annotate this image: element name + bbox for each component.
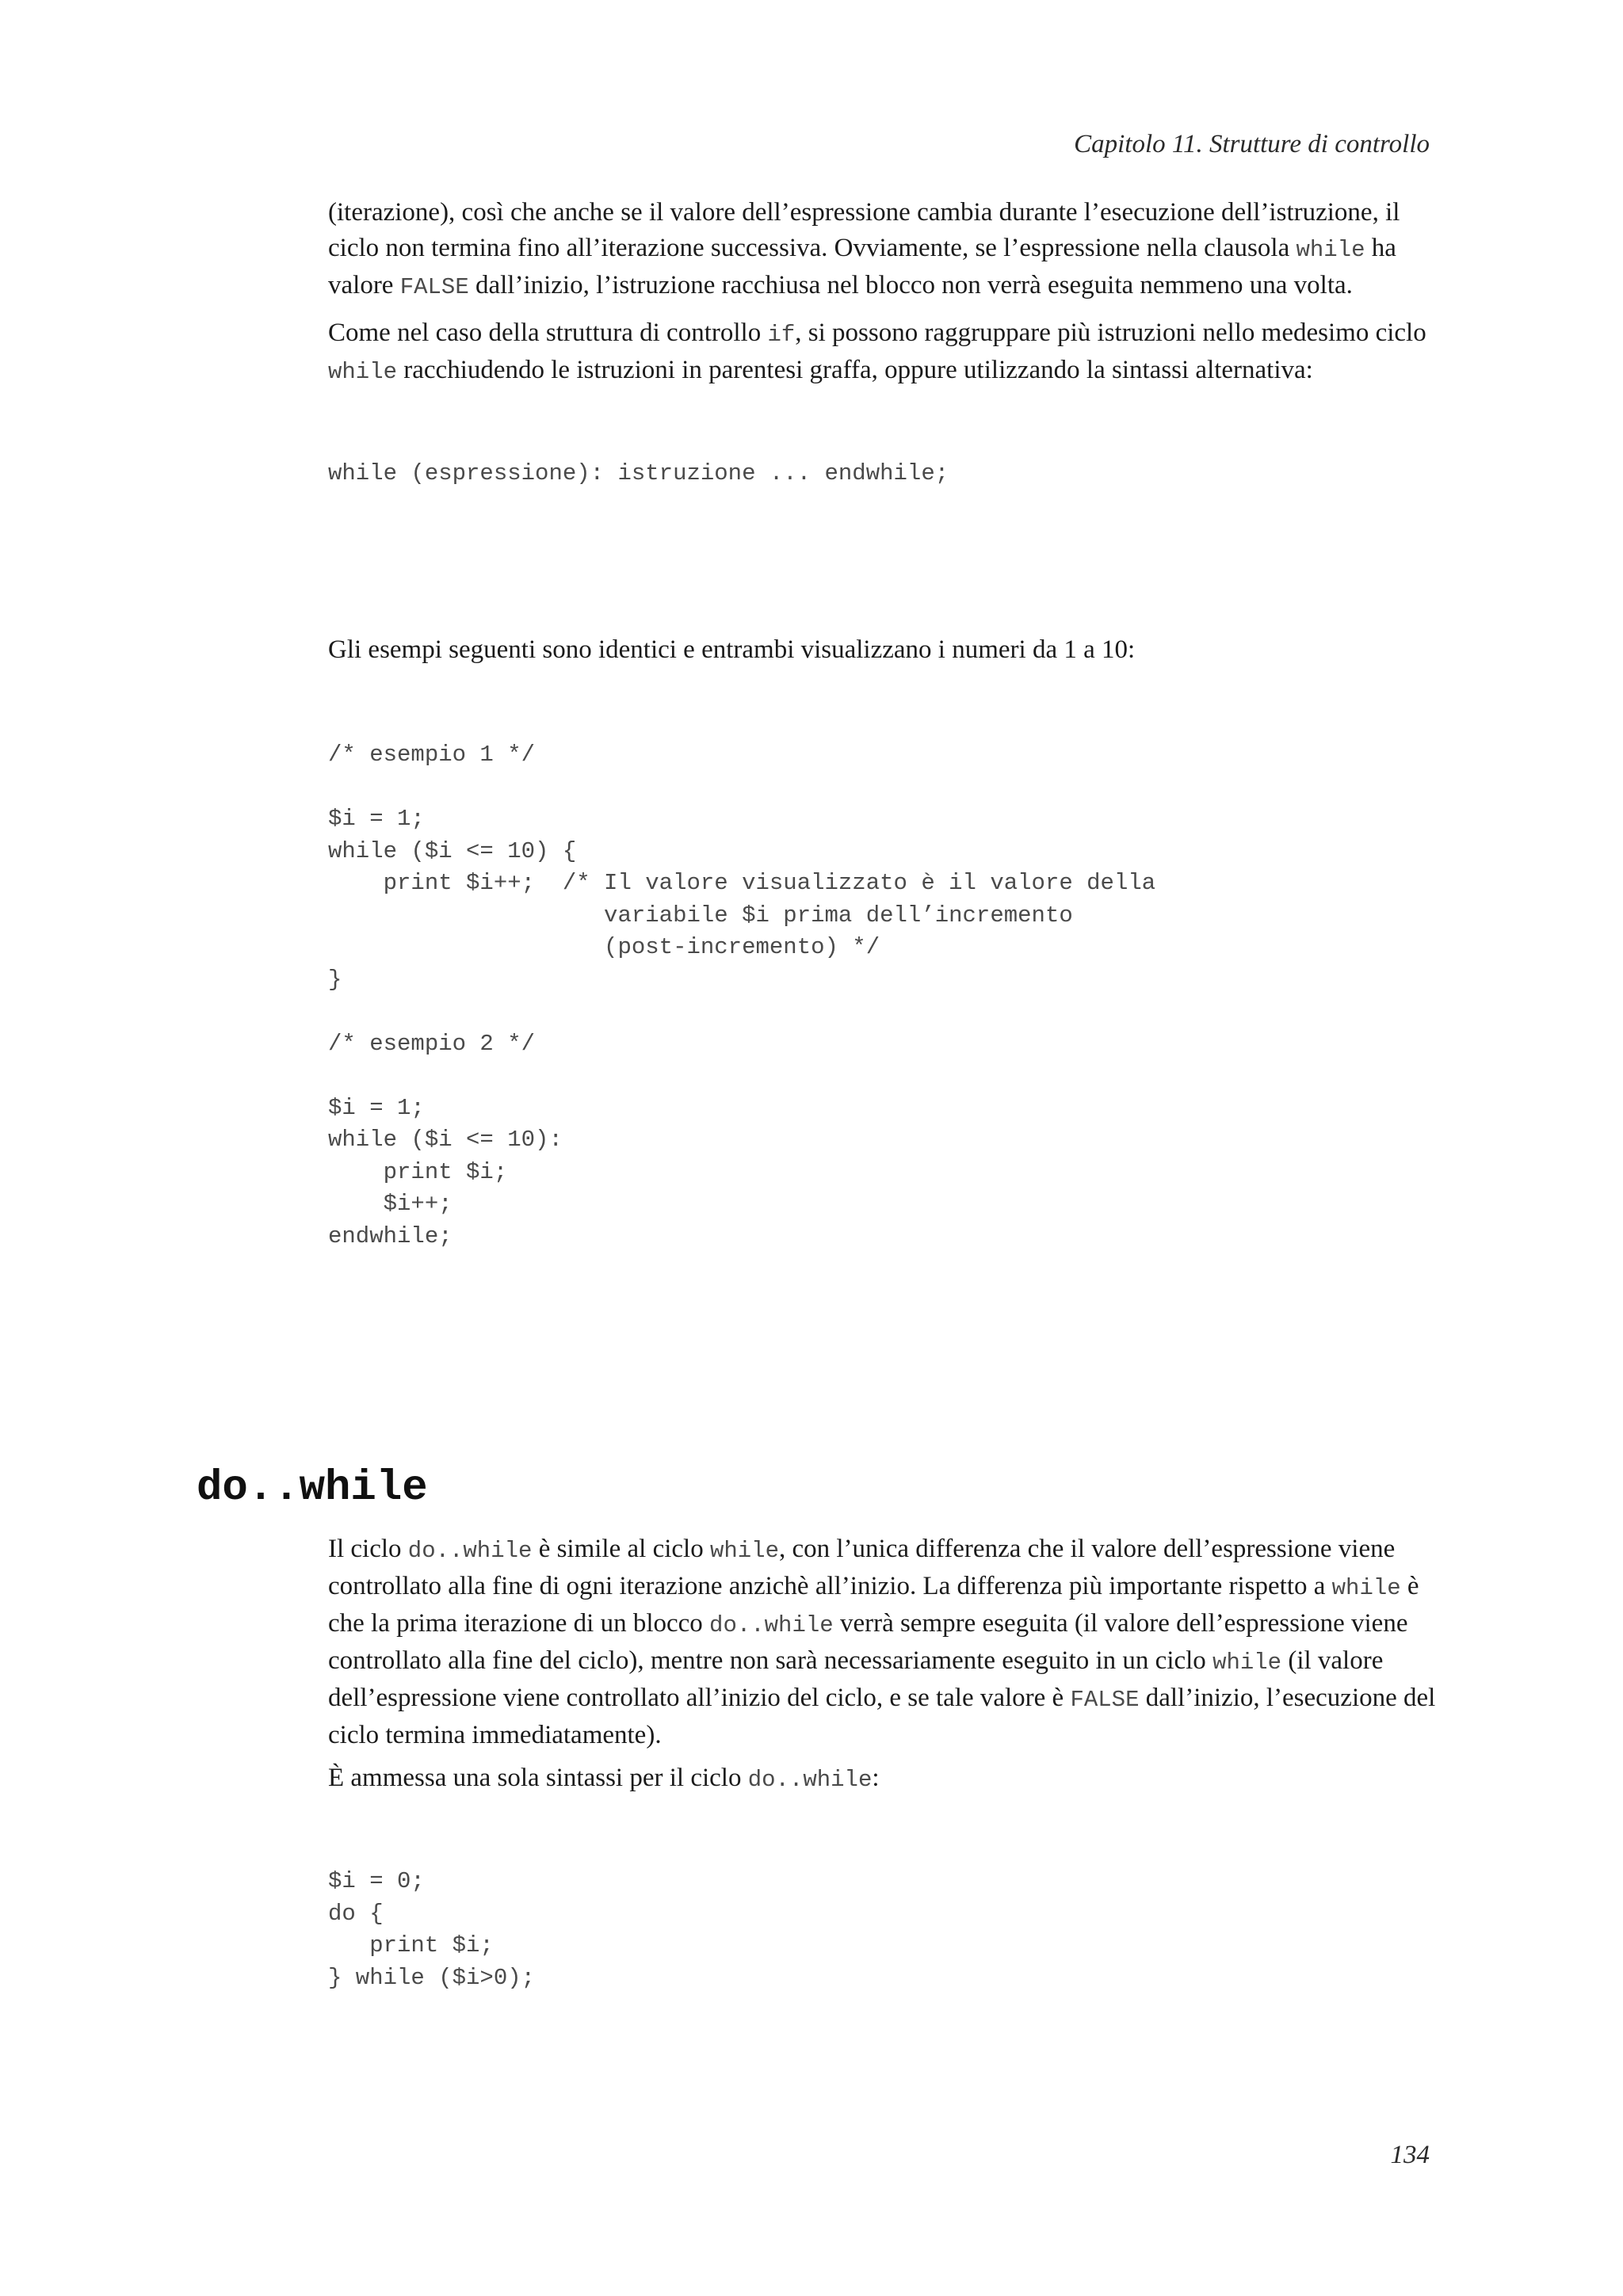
text-run: verrà sempre eseguita (il valore dell’espressione viene controllato alla fine del ciclo), mentre non sarà necessariamente eseguito in un ciclo [328, 1609, 1408, 1675]
text-run: È ammessa una sola sintassi per il ciclo [328, 1764, 748, 1792]
text-run: racchiudendo le istruzioni in parentesi graffa, oppure utilizzando la sintassi alternativa: [397, 356, 1313, 384]
code-block-examples [328, 739, 1438, 1253]
text-run: Come nel caso della struttura di controllo [328, 318, 768, 347]
text-run: ha valore [328, 234, 1396, 299]
code-syntax: while (espressione): istruzione ... endwhile; [328, 460, 949, 486]
text-run: dall’inizio, l’esecuzione del ciclo termina immediatamente). [328, 1684, 1436, 1749]
inline-code: if [767, 322, 796, 348]
text-run: dall’inizio, l’istruzione racchiusa nel blocco non verrà eseguita nemmeno una volta. [468, 271, 1353, 299]
inline-code: do..while [709, 1612, 834, 1638]
text-run: è simile al ciclo [532, 1535, 710, 1563]
inline-code: do..while [747, 1767, 873, 1793]
text-run: è che la prima iterazione di un blocco [328, 1572, 1419, 1638]
paragraph-while-evaluation [328, 195, 1438, 305]
inline-code: while [1296, 237, 1365, 263]
paragraph-text [328, 315, 1438, 390]
code-block-do-while [328, 1866, 1438, 1994]
code-block-syntax [328, 458, 1438, 490]
text-run: , si possono raggruppare più istruzioni nello medesimo ciclo [795, 318, 1426, 347]
paragraph-text [328, 1760, 1438, 1798]
inline-code: while [1212, 1650, 1282, 1676]
paragraph-do-while-description [328, 1531, 1438, 1753]
inline-code: FALSE [399, 274, 469, 300]
inline-code: while [328, 359, 398, 385]
section-heading: do..while [197, 1464, 428, 1512]
text-run: Il ciclo [328, 1535, 408, 1563]
text-run: , con l’unica differenza che il valore dell’espressione viene controllato alla fine di ogni iterazione anzichè all’inizio. La differenza più importante rispetto a [328, 1535, 1396, 1600]
inline-code: while [709, 1538, 779, 1564]
paragraph-alternative-syntax [328, 315, 1438, 390]
inline-code: FALSE [1070, 1687, 1140, 1713]
paragraph-do-while-syntax [328, 1760, 1438, 1798]
code-do-while: $i = 0; do { print $i; } while ($i>0); [328, 1868, 536, 1991]
running-head: Capitolo 11. Strutture di controllo [1074, 130, 1430, 158]
inline-code: while [1331, 1575, 1401, 1601]
paragraph-text: Gli esempi seguenti sono identici e entrambi visualizzano i numeri da 1 a 10: [328, 635, 1136, 664]
text-run: (il valore dell’espressione viene controllato all’inizio del ciclo, e se tale valore è [328, 1646, 1384, 1712]
paragraph-examples-intro [328, 632, 1438, 668]
code-examples: /* esempio 1 */ $i = 1; while ($i <= 10) { print $i++; /* Il valore visualizzato è il valore della variabile $i prima dell’incremento (post-incremento) */ } /* esempio 2 */ $i = 1; while ($i <= 10): print $i; $i++; endwhile; [328, 742, 1156, 1249]
paragraph-text [328, 1531, 1438, 1753]
inline-code: do..while [407, 1538, 533, 1564]
text-run: : [872, 1764, 880, 1792]
page-number: 134 [1390, 2141, 1430, 2169]
text-run: (iterazione), così che anche se il valore dell’espressione cambia durante l’esecuzione dell’istruzione, il ciclo non termina fino all’iterazione successiva. Ovviamente, se l’espressione nella clausola [328, 198, 1400, 262]
paragraph-text [328, 195, 1438, 305]
